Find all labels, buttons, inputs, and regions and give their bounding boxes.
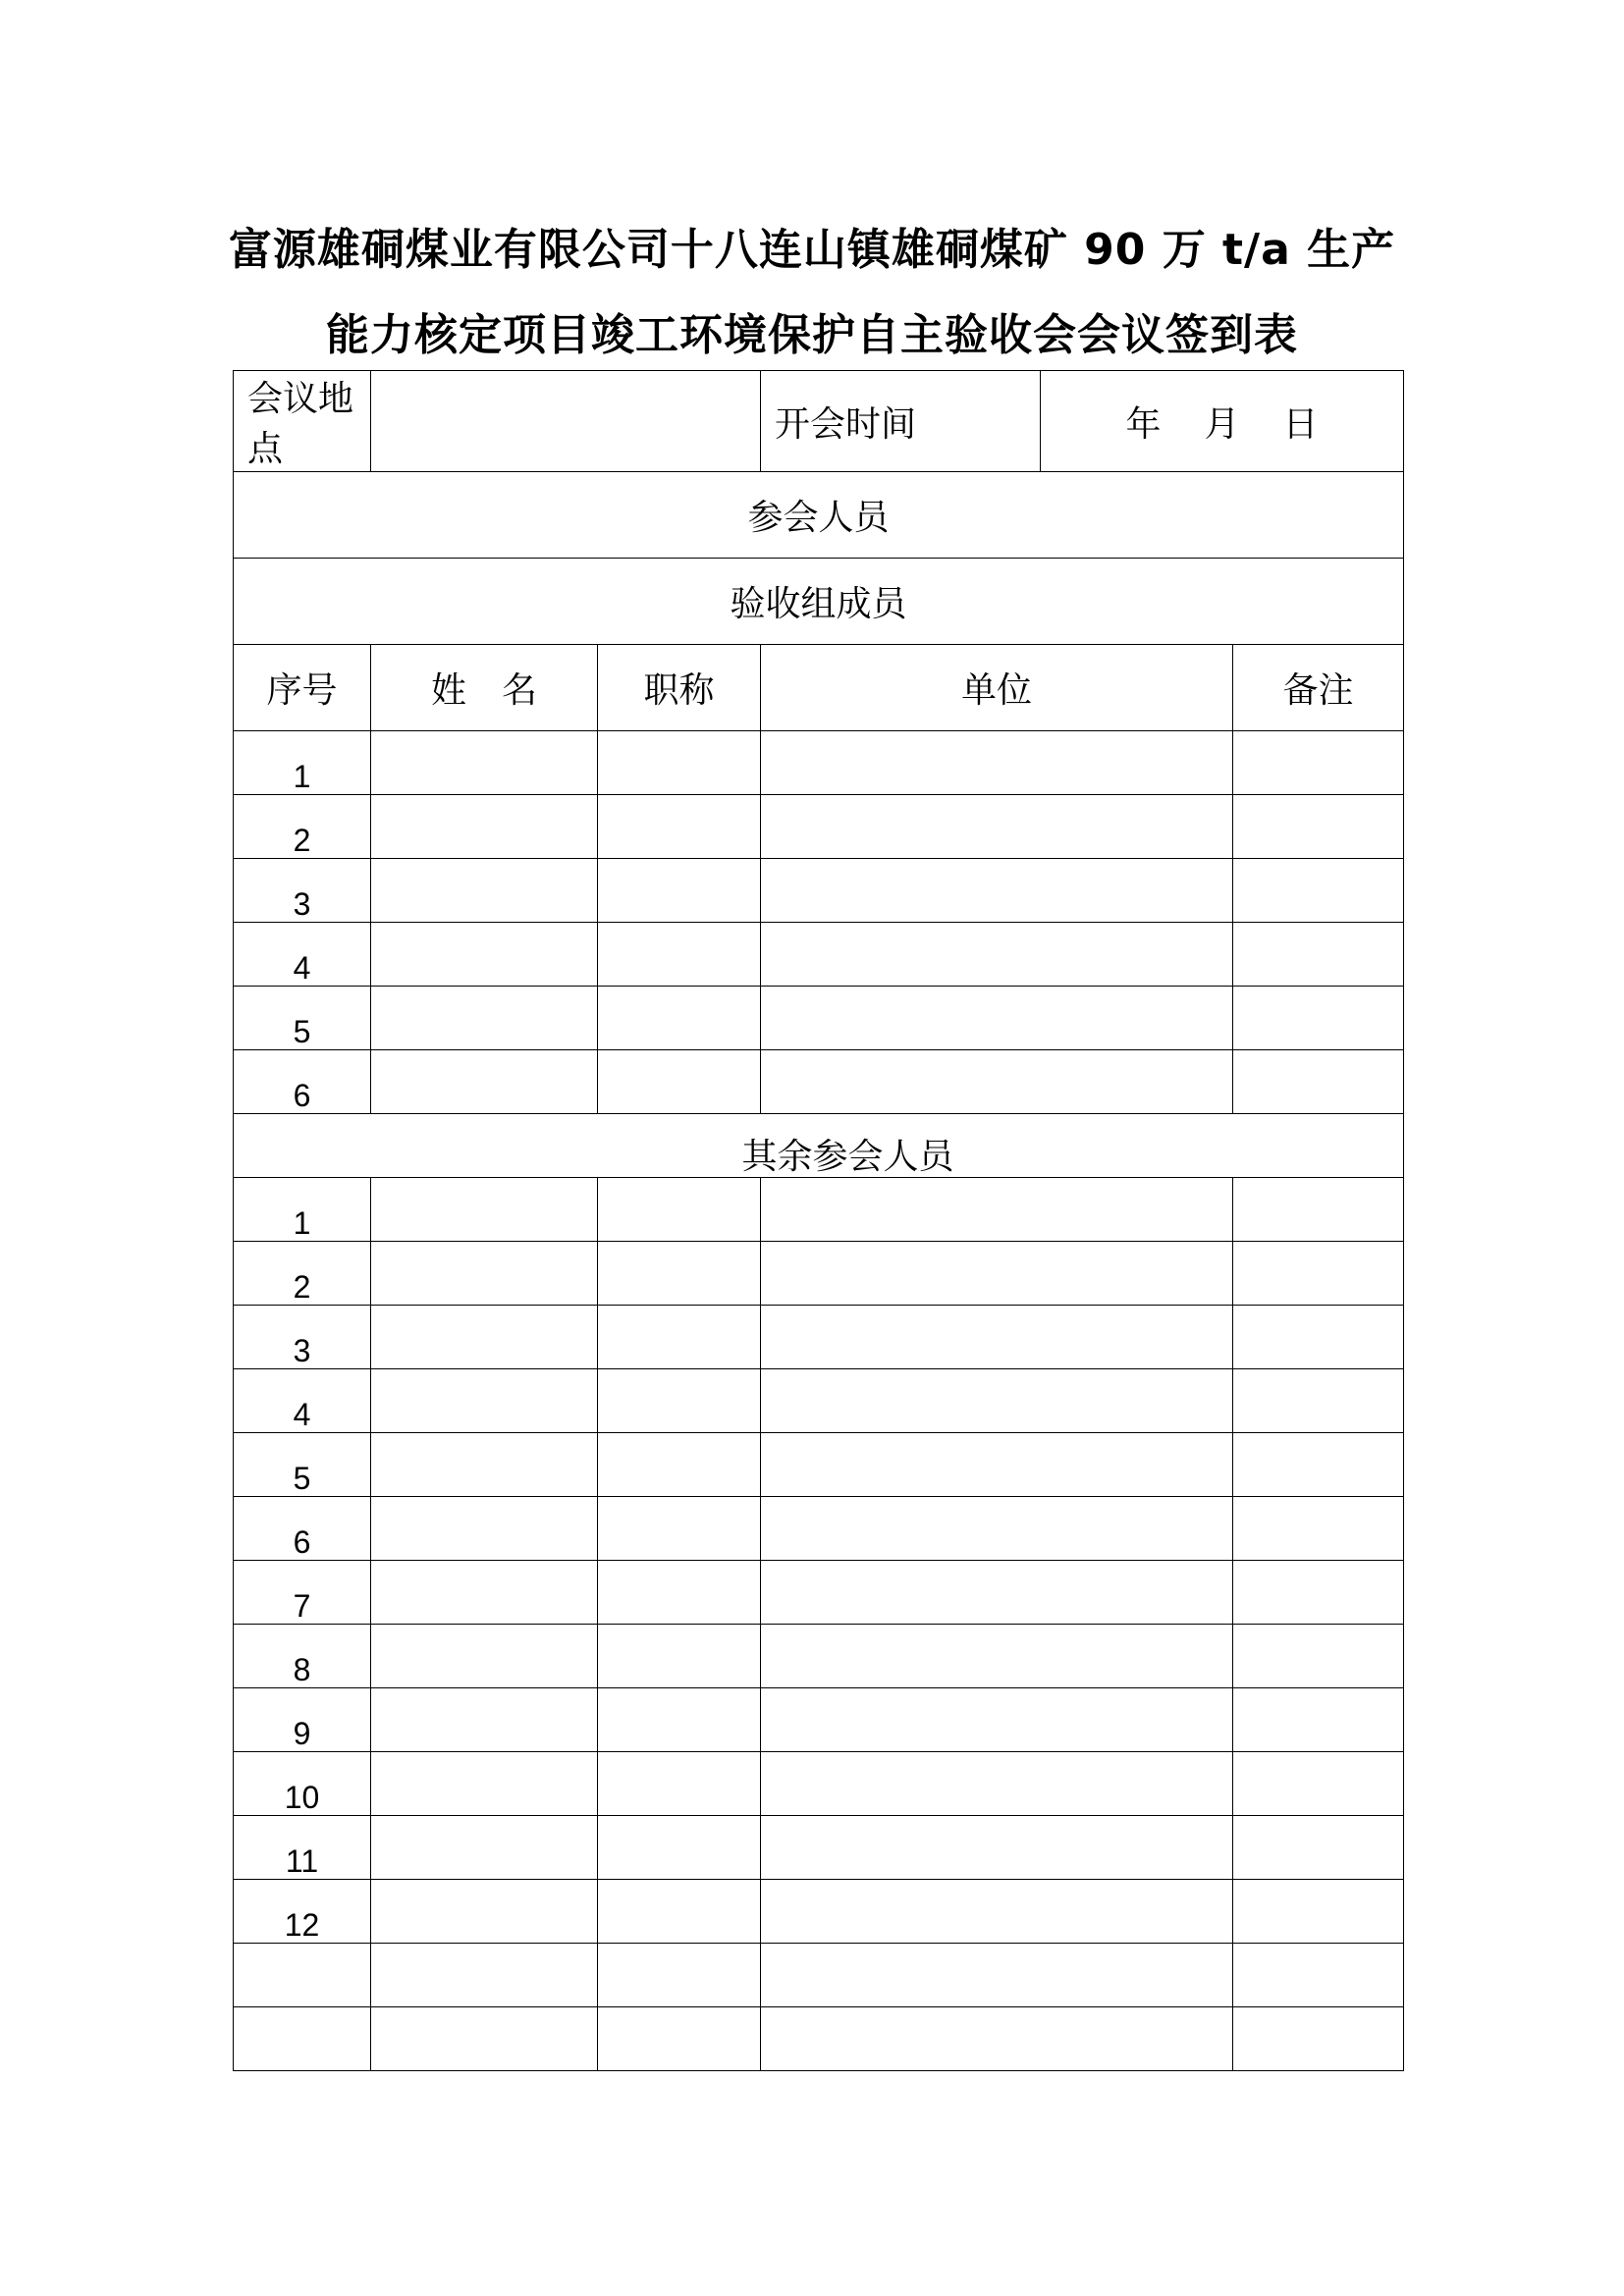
other-attendee-name-cell[interactable] [371,1561,598,1625]
other-attendee-title-cell[interactable] [598,1242,761,1306]
other-attendee-name-cell[interactable] [371,1625,598,1688]
other-attendee-title-cell[interactable] [598,2007,761,2071]
date-day: 日 [1282,403,1319,445]
group-member-title-cell[interactable] [598,987,761,1050]
other-attendee-title-cell[interactable] [598,1561,761,1625]
group-member-name-cell[interactable] [371,1050,598,1114]
other-attendee-title-cell[interactable] [598,1944,761,2007]
other-attendee-seq-cell: 12 [234,1880,371,1944]
other-attendee-row [234,1497,1404,1561]
group-member-title-cell[interactable] [598,859,761,923]
other-attendee-seq-cell: 2 [234,1242,371,1306]
other-attendee-remark-cell[interactable] [1233,1497,1404,1561]
other-attendee-title-cell[interactable] [598,1306,761,1369]
other-attendee-remark-cell[interactable] [1233,1433,1404,1497]
col-header-remark: 备注 [1233,645,1404,731]
attendees-heading: 参会人员 [234,472,1404,559]
other-attendee-name-cell[interactable] [371,1880,598,1944]
other-attendee-unit-cell[interactable] [761,1242,1233,1306]
other-attendee-remark-cell[interactable] [1233,1369,1404,1433]
other-attendee-seq-cell [234,2007,371,2071]
group-member-remark-cell[interactable] [1233,859,1404,923]
other-attendee-seq-cell: 9 [234,1688,371,1752]
group-member-remark-cell[interactable] [1233,731,1404,795]
other-attendee-name-cell[interactable] [371,1306,598,1369]
other-attendee-name-cell[interactable] [371,1752,598,1816]
other-attendee-remark-cell[interactable] [1233,1242,1404,1306]
other-attendee-row [234,1816,1404,1880]
other-attendee-title-cell[interactable] [598,1688,761,1752]
other-attendee-title-cell[interactable] [598,1433,761,1497]
meeting-date-cell[interactable] [1041,371,1404,472]
group-member-unit-cell[interactable] [761,923,1233,987]
document-title-line-1: 富源雄硐煤业有限公司十八连山镇雄硐煤矿 90 万 t/a 生产 [228,225,1396,275]
other-attendee-unit-cell[interactable] [761,1688,1233,1752]
location-label: 会议地点 [234,371,371,472]
other-attendee-remark-cell[interactable] [1233,1752,1404,1816]
other-attendee-title-cell[interactable] [598,1369,761,1433]
col-header-name: 姓 名 [371,645,598,731]
other-attendee-name-cell[interactable] [371,1242,598,1306]
group-member-name-cell[interactable] [371,923,598,987]
group-member-unit-cell[interactable] [761,987,1233,1050]
group-member-title-cell[interactable] [598,923,761,987]
group-member-row [234,795,1404,859]
col-header-title: 职称 [598,645,761,731]
other-attendee-name-cell[interactable] [371,2007,598,2071]
other-attendee-row [234,1306,1404,1369]
other-attendee-row [234,1944,1404,2007]
other-attendee-title-cell[interactable] [598,1497,761,1561]
other-attendee-name-cell[interactable] [371,1369,598,1433]
col-header-seq: 序号 [234,645,371,731]
col-header-unit: 单位 [761,645,1233,731]
other-attendee-unit-cell[interactable] [761,1752,1233,1816]
group-member-name-cell[interactable] [371,987,598,1050]
group-member-remark-cell[interactable] [1233,987,1404,1050]
other-attendee-seq-cell: 6 [234,1497,371,1561]
other-attendee-row [234,1561,1404,1625]
other-attendee-unit-cell[interactable] [761,1306,1233,1369]
other-attendee-seq-cell: 4 [234,1369,371,1433]
group-member-row [234,1050,1404,1114]
group-member-seq-cell: 6 [234,1050,371,1114]
group-member-unit-cell[interactable] [761,1050,1233,1114]
other-attendee-row [234,1880,1404,1944]
group-member-seq-cell: 3 [234,859,371,923]
other-attendee-seq-cell: 1 [234,1178,371,1242]
other-attendee-seq-cell: 5 [234,1433,371,1497]
group-member-title-cell[interactable] [598,1050,761,1114]
other-attendee-row [234,1242,1404,1306]
other-attendee-remark-cell[interactable] [1233,1816,1404,1880]
other-attendee-unit-cell[interactable] [761,1433,1233,1497]
group-member-unit-cell[interactable] [761,859,1233,923]
group-member-row [234,987,1404,1050]
other-attendee-remark-cell[interactable] [1233,2007,1404,2071]
group-member-seq-cell: 5 [234,987,371,1050]
group-member-row [234,731,1404,795]
date-month: 月 [1204,403,1240,445]
group-member-seq-cell: 1 [234,731,371,795]
other-attendee-remark-cell[interactable] [1233,1944,1404,2007]
group-member-name-cell[interactable] [371,795,598,859]
other-attendee-title-cell[interactable] [598,1880,761,1944]
other-attendee-seq-cell: 7 [234,1561,371,1625]
other-attendee-seq-cell: 11 [234,1816,371,1880]
other-attendee-name-cell[interactable] [371,1688,598,1752]
other-attendee-row [234,1433,1404,1497]
other-attendee-title-cell[interactable] [598,1752,761,1816]
other-attendee-remark-cell[interactable] [1233,1178,1404,1242]
other-attendee-remark-cell[interactable] [1233,1561,1404,1625]
group-member-name-cell[interactable] [371,731,598,795]
other-attendee-unit-cell[interactable] [761,1880,1233,1944]
other-attendee-unit-cell[interactable] [761,1561,1233,1625]
other-attendee-name-cell[interactable] [371,1178,598,1242]
other-attendee-seq-cell: 8 [234,1625,371,1688]
other-attendee-name-cell[interactable] [371,1816,598,1880]
other-attendee-row [234,1178,1404,1242]
other-attendee-row [234,1752,1404,1816]
other-attendee-row [234,1625,1404,1688]
other-attendee-unit-cell[interactable] [761,1369,1233,1433]
other-attendee-seq-cell: 3 [234,1306,371,1369]
acceptance-group-heading: 验收组成员 [234,559,1404,645]
group-member-remark-cell[interactable] [1233,1050,1404,1114]
group-member-remark-cell[interactable] [1233,923,1404,987]
other-attendee-title-cell[interactable] [598,1816,761,1880]
other-attendee-unit-cell[interactable] [761,1816,1233,1880]
other-attendee-remark-cell[interactable] [1233,1880,1404,1944]
other-attendees-heading: 其余参会人员 [234,1114,1404,1178]
other-attendee-title-cell[interactable] [598,1625,761,1688]
other-attendee-name-cell[interactable] [371,1944,598,2007]
location-value-cell[interactable] [371,371,761,472]
date-year: 年 [1125,403,1162,445]
other-attendee-row [234,1369,1404,1433]
group-member-title-cell[interactable] [598,731,761,795]
other-attendee-unit-cell[interactable] [761,1178,1233,1242]
group-member-row [234,923,1404,987]
other-attendee-row [234,1688,1404,1752]
group-member-remark-cell[interactable] [1233,795,1404,859]
group-member-name-cell[interactable] [371,859,598,923]
other-attendee-unit-cell[interactable] [761,1497,1233,1561]
other-attendee-unit-cell[interactable] [761,1625,1233,1688]
group-member-unit-cell[interactable] [761,731,1233,795]
other-attendee-unit-cell[interactable] [761,2007,1233,2071]
group-member-row [234,859,1404,923]
other-attendee-row [234,2007,1404,2071]
group-member-seq-cell: 2 [234,795,371,859]
document-title-line-2: 能力核定项目竣工环境保护自主验收会会议签到表 [326,310,1298,360]
group-member-unit-cell[interactable] [761,795,1233,859]
sign-in-table [233,370,1404,2071]
other-attendee-unit-cell[interactable] [761,1944,1233,2007]
other-attendee-title-cell[interactable] [598,1178,761,1242]
other-attendee-name-cell[interactable] [371,1497,598,1561]
other-attendee-remark-cell[interactable] [1233,1688,1404,1752]
other-attendee-name-cell[interactable] [371,1433,598,1497]
meeting-time-label: 开会时间 [761,371,1041,472]
other-attendee-remark-cell[interactable] [1233,1306,1404,1369]
other-attendee-seq-cell [234,1944,371,2007]
other-attendee-remark-cell[interactable] [1233,1625,1404,1688]
group-member-seq-cell: 4 [234,923,371,987]
group-member-title-cell[interactable] [598,795,761,859]
other-attendee-seq-cell: 10 [234,1752,371,1816]
